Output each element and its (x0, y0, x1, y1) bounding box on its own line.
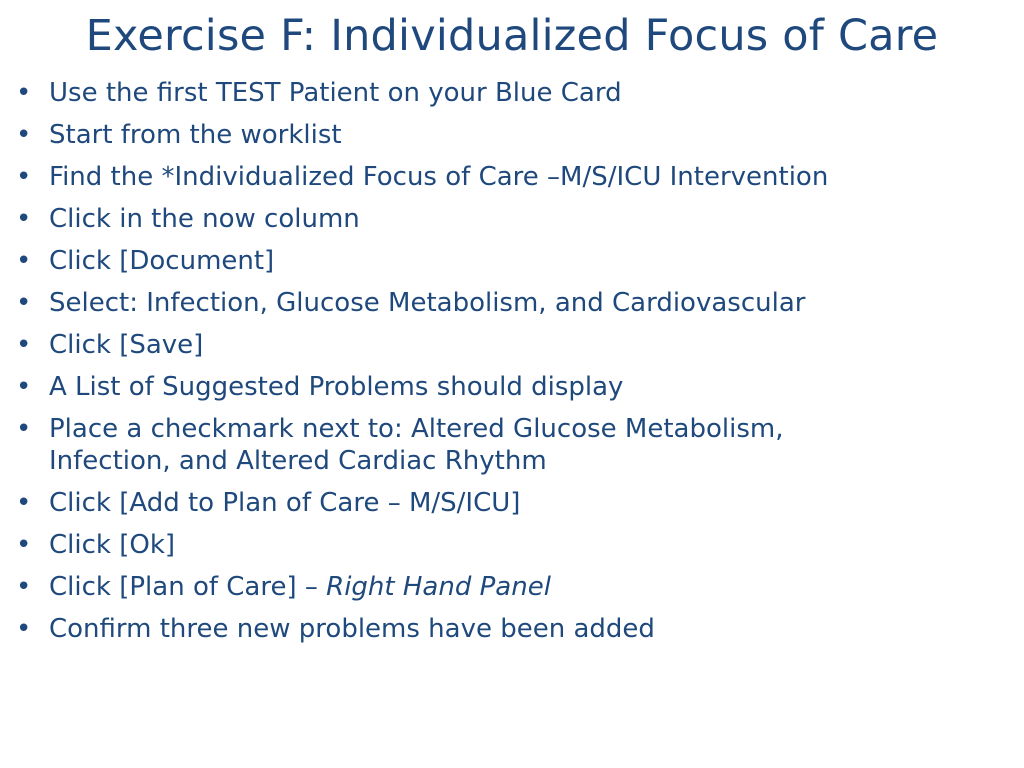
bullet-text: Select: Infection, Glucose Metabolism, and Cardiovascular (49, 288, 806, 318)
bullet-item (0, 371, 1000, 403)
bullet-item (0, 287, 1000, 319)
bullet-item (0, 413, 1000, 477)
bullet-dot: • (16, 246, 32, 276)
bullet-text: Use the first TEST Patient on your Blue Card (49, 78, 622, 108)
bullet-text-regular: Click [Plan of Care] – (49, 572, 327, 602)
bullet-item (0, 571, 1000, 603)
bullet-dot: • (16, 162, 32, 192)
bullet-item (0, 119, 1000, 151)
bullet-dot: • (16, 372, 32, 402)
bullet-list (0, 77, 1000, 655)
bullet-text: Click [Document] (49, 246, 275, 276)
bullet-item (0, 529, 1000, 561)
bullet-item (0, 329, 1000, 361)
bullet-dot: • (16, 614, 32, 644)
bullet-dot: • (16, 120, 32, 150)
bullet-text (49, 571, 1000, 603)
bullet-text: Click [Ok] (49, 530, 176, 560)
bullet-text-italic: Right Hand Panel (326, 572, 551, 602)
bullet-item (0, 161, 1000, 193)
bullet-text-line-2: Infection, and Altered Cardiac Rhythm (49, 446, 547, 476)
bullet-text: Start from the worklist (49, 120, 342, 150)
slide-title: Exercise F: Individualized Focus of Care (85, 11, 939, 61)
bullet-dot: • (16, 488, 32, 518)
bullet-text-line-1: Place a checkmark next to: Altered Glucose Metabolism, (49, 414, 784, 444)
bullet-item (0, 613, 1000, 645)
bullet-dot: • (16, 288, 32, 318)
bullet-item (0, 487, 1000, 519)
bullet-item (0, 245, 1000, 277)
bullet-dot: • (16, 530, 32, 560)
bullet-dot: • (16, 204, 32, 234)
bullet-dot: • (16, 572, 32, 602)
bullet-text: Click in the now column (49, 204, 360, 234)
bullet-dot: • (16, 78, 32, 108)
bullet-text: A List of Suggested Problems should display (49, 372, 624, 402)
bullet-text: Click [Save] (49, 330, 204, 360)
bullet-text: Click [Add to Plan of Care – M/S/ICU] (49, 488, 521, 518)
bullet-text: Confirm three new problems have been added (49, 614, 655, 644)
bullet-item (0, 77, 1000, 109)
bullet-dot: • (16, 414, 32, 444)
bullet-item (0, 203, 1000, 235)
bullet-text: Find the *Individualized Focus of Care –M/S/ICU Intervention (49, 162, 829, 192)
bullet-dot: • (16, 330, 32, 360)
